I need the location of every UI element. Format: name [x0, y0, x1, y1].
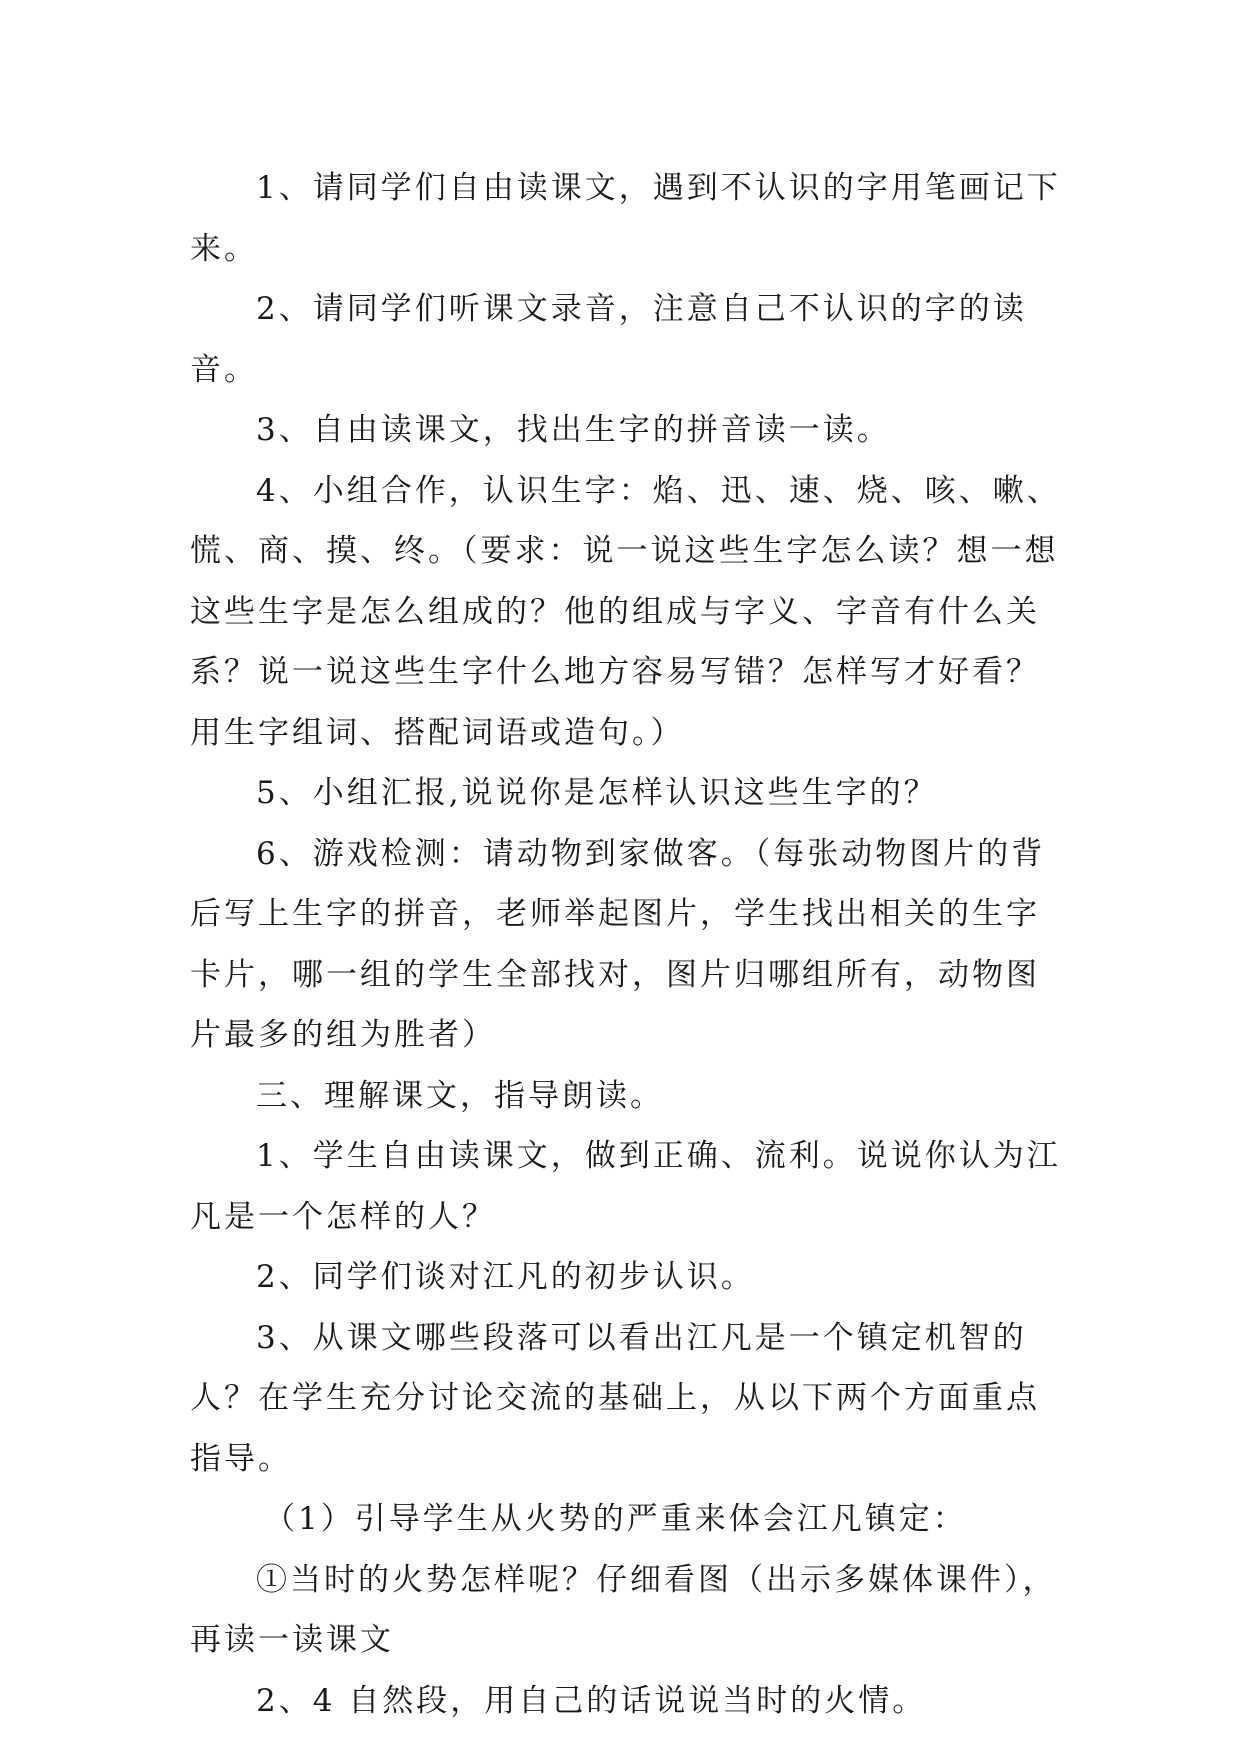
- paragraph-12: 2、4 自然段，用自己的话说说当时的火情。: [256, 1682, 927, 1719]
- paragraph-5: 5、小组汇报,说说你是怎样认识这些生字的？: [256, 775, 938, 811]
- document-body: [190, 158, 1070, 1731]
- section-heading: 三、理解课文，指导朗读。: [256, 1077, 664, 1114]
- paragraph-6: 6、游戏检测：请动物到家做客。（每张动物图片的背后写上生字的拼音，老师举起图片，学生找出相关的生字卡片，哪一组的学生全部找对，图片归哪组所有，动物图片最多的组为胜者）: [190, 835, 1046, 1053]
- paragraph-9: 3、从课文哪些段落可以看出江凡是一个镇定机智的人？在学生充分讨论交流的基础上，从以下两个方面重点指导。: [190, 1319, 1040, 1477]
- paragraph-2: 2、请同学们听课文录音，注意自己不认识的字的读音。: [190, 291, 1027, 388]
- paragraph-1: 1、请同学们自由读课文，遇到不认识的字用笔画记下来。: [190, 170, 1061, 267]
- paragraph-4: 4、小组合作，认识生字：焰、迅、速、烧、咳、嗽、慌、商、摸、终。（要求：说一说这些生字怎么读？想一想这些生字是怎么组成的？他的组成与字义、字音有什么关系？说一说这些生字什么地方容易写错？怎样写才好看？用生字组词、搭配词语或造句。）: [190, 472, 1061, 751]
- paragraph-11: ①当时的火势怎样呢？仔细看图（出示多媒体课件），再读一读课文: [190, 1561, 1057, 1658]
- paragraph-8: 2、同学们谈对江凡的初步认识。: [256, 1259, 755, 1295]
- paragraph-7: 1、学生自由读课文，做到正确、流利。说说你认为江凡是一个怎样的人？: [190, 1138, 1061, 1235]
- paragraph-10: （1）引导学生从火势的严重来体会江凡镇定：: [264, 1501, 967, 1537]
- paragraph-3: 3、自由读课文，找出生字的拼音读一读。: [256, 412, 891, 448]
